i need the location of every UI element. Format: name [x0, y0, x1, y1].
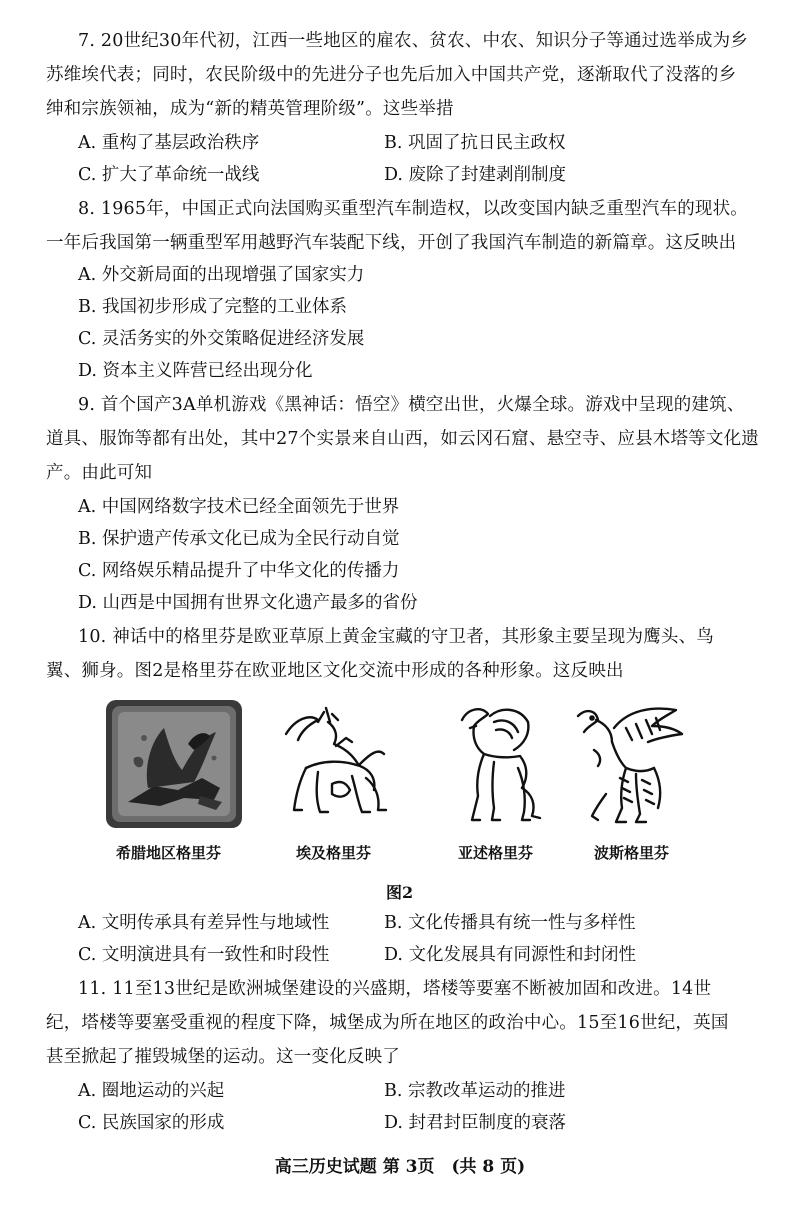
question-11-line-1: 11. 11至13世纪是欧洲城堡建设的兴盛期，塔楼等要塞不断被加固和改进。14世	[78, 979, 712, 999]
question-11-option-c[interactable]: C. 民族国家的形成	[78, 1113, 225, 1133]
question-9-line-1: 9. 首个国产3A单机游戏《黑神话：悟空》横空出世，火爆全球。游戏中呈现的建筑、	[78, 395, 745, 415]
question-9-option-a[interactable]: A. 中国网络数字技术已经全面领先于世界	[78, 497, 400, 517]
caption-assyrian-griffin: 亚述格里芬	[458, 844, 534, 862]
persian-griffin-image	[566, 698, 692, 830]
caption-egyptian-griffin: 埃及格里芬	[296, 844, 372, 862]
question-8-line-2: 一年后我国第一辆重型军用越野汽车装配下线，开创了我国汽车制造的新篇章。这反映出	[46, 233, 737, 253]
caption-persian-griffin: 波斯格里芬	[594, 844, 670, 862]
question-9-option-d[interactable]: D. 山西是中国拥有世界文化遗产最多的省份	[78, 593, 418, 613]
assyrian-griffin-image	[432, 698, 552, 830]
question-9-option-b[interactable]: B. 保护遗产传承文化已成为全民行动自觉	[78, 529, 400, 549]
question-9-option-c[interactable]: C. 网络娱乐精品提升了中华文化的传播力	[78, 561, 400, 581]
page-footer: 高三历史试题 第 3页 (共 8 页)	[274, 1157, 526, 1177]
caption-greek-griffin: 希腊地区格里芬	[116, 844, 222, 862]
question-7-option-c[interactable]: C. 扩大了革命统一战线	[78, 165, 260, 185]
question-10-option-d[interactable]: D. 文化发展具有同源性和封闭性	[384, 945, 637, 965]
question-11-option-d[interactable]: D. 封君封臣制度的衰落	[384, 1113, 567, 1133]
question-7-line-2: 苏维埃代表；同时，农民阶级中的先进分子也先后加入中国共产党，逐渐取代了没落的乡	[46, 65, 737, 85]
question-7-line-3: 绅和宗族领袖，成为“新的精英管理阶级”。这些举措	[46, 99, 454, 119]
question-10-line-1: 10. 神话中的格里芬是欧亚草原上黄金宝藏的守卫者，其形象主要呈现为鹰头、鸟	[78, 627, 714, 647]
question-8-line-1: 8. 1965年，中国正式向法国购买重型汽车制造权，以改变国内缺乏重型汽车的现状。	[78, 199, 748, 219]
question-11-option-b[interactable]: B. 宗教改革运动的推进	[384, 1081, 566, 1101]
question-10-option-c[interactable]: C. 文明演进具有一致性和时段性	[78, 945, 330, 965]
question-9-line-3: 产。由此可知	[46, 463, 153, 483]
greek-griffin-image	[104, 698, 244, 830]
question-10-option-a[interactable]: A. 文明传承具有差异性与地域性	[78, 913, 330, 933]
question-11-option-a[interactable]: A. 圈地运动的兴起	[78, 1081, 225, 1101]
question-11-line-3: 甚至掀起了摧毁城堡的运动。这一变化反映了	[46, 1047, 400, 1067]
question-8-option-a[interactable]: A. 外交新局面的出现增强了国家实力	[78, 265, 365, 285]
question-7-option-a[interactable]: A. 重构了基层政治秩序	[78, 133, 260, 153]
question-11-line-2: 纪，塔楼等要塞受重视的程度下降，城堡成为所在地区的政治中心。15至16世纪，英国	[46, 1013, 729, 1033]
question-8-option-b[interactable]: B. 我国初步形成了完整的工业体系	[78, 297, 347, 317]
question-7-line-1: 7. 20世纪30年代初，江西一些地区的雇农、贫农、中农、知识分子等通过选举成为乡	[78, 31, 748, 51]
question-7-option-d[interactable]: D. 废除了封建剥削制度	[384, 165, 567, 185]
question-8-option-d[interactable]: D. 资本主义阵营已经出现分化	[78, 361, 313, 381]
question-8-option-c[interactable]: C. 灵活务实的外交策略促进经济发展	[78, 329, 365, 349]
question-10-option-b[interactable]: B. 文化传播具有统一性与多样性	[384, 913, 636, 933]
question-10-line-2: 翼、狮身。图2是格里芬在欧亚地区文化交流中形成的各种形象。这反映出	[46, 661, 624, 681]
question-9-line-2: 道具、服饰等都有出处，其中27个实景来自山西，如云冈石窟、悬空寺、应县木塔等文化遗	[46, 429, 759, 449]
question-7-option-b[interactable]: B. 巩固了抗日民主政权	[384, 133, 566, 153]
egyptian-griffin-image	[266, 698, 402, 830]
figure-title: 图2	[386, 883, 414, 902]
